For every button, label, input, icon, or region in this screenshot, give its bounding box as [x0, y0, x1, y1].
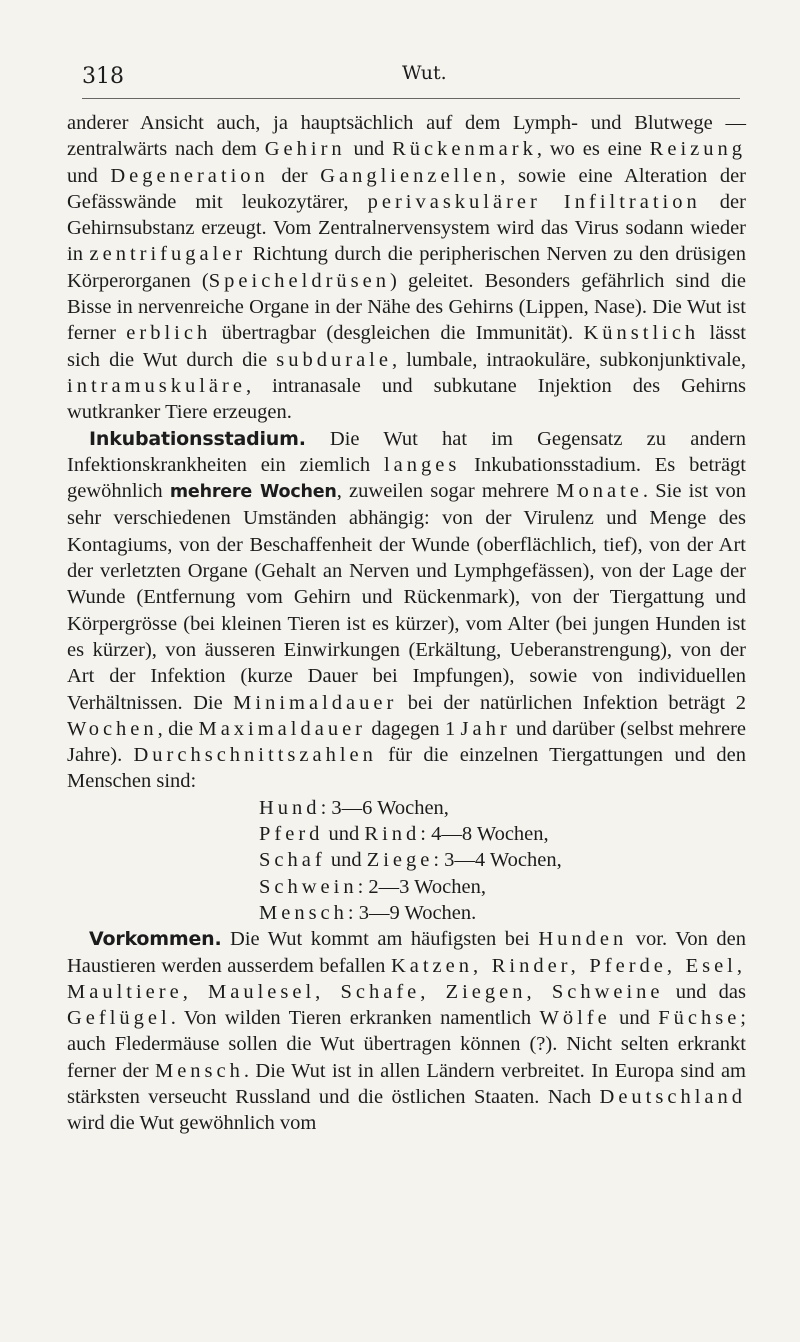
page-header [82, 64, 742, 96]
paragraph-occurrence [67, 926, 746, 1136]
text: und [323, 823, 365, 846]
list-item [259, 795, 746, 821]
spaced-term: Künstlich [583, 322, 700, 345]
spaced-term: langes [383, 453, 461, 476]
header-rule [82, 98, 740, 99]
text: anderer Ansicht auch, ja hauptsächlich auf dem Lymph- und Blutwege — zentralwärts nach dem [67, 112, 746, 161]
spaced-term: Wochen [67, 717, 158, 740]
paragraph-incubation [67, 426, 746, 795]
spaced-term: Monate [556, 480, 643, 503]
animal-name: Mensch [259, 901, 348, 924]
text: der Gehirnsubstanz erzeugt. Vom Zentralnervensystem wird das Virus sodann wieder in [67, 190, 746, 266]
spaced-term: Füchse [658, 1007, 741, 1030]
text: Inkubationsstadium. Es beträgt gewöhnlich [67, 453, 747, 503]
text: für die einzelnen Tiergattungen und den Menschen sind: [67, 744, 746, 793]
animal-name: Hund [259, 796, 321, 819]
text: der [268, 164, 321, 187]
duration: : 3—6 Wochen, [320, 796, 449, 819]
spaced-term: Minimaldauer [233, 691, 398, 714]
spaced-term: subdurale [276, 348, 392, 371]
list-item [259, 874, 746, 900]
text: ) geleitet. Besonders gefährlich sind die Bisse in nervenreiche Organe in der Nähe des Gehirns (Lippen, Nase). Die Wut ist ferner [67, 269, 746, 345]
incubation-list [67, 795, 746, 926]
animal-name: Schwein [259, 875, 358, 898]
body-text [67, 110, 746, 1137]
text: lässt sich die Wut durch die [67, 322, 746, 371]
text: und [610, 1007, 659, 1030]
spaced-term: Deutschland [599, 1085, 746, 1108]
text: ; auch Fledermäuse sollen die Wut übertragen können (?). Nicht selten erkrankt ferner der [67, 1007, 746, 1082]
spaced-term: perivaskulärer Infiltration [367, 190, 701, 213]
animal-name: Pferd [259, 823, 324, 846]
animal-name: Rind [364, 823, 421, 846]
spaced-term: Maximaldauer [198, 717, 367, 740]
list-item [259, 847, 746, 873]
text: , die [157, 717, 199, 740]
text: , wo es eine [536, 138, 650, 161]
list-item [259, 821, 746, 847]
spaced-term: Reizung [649, 138, 746, 161]
spaced-term: Durchschnittszahlen [133, 744, 377, 767]
duration: : 2—3 Wochen, [357, 875, 486, 898]
duration: : 3—4 Wochen, [433, 849, 562, 872]
spaced-term: Degeneration [110, 164, 269, 187]
spaced-term: Geflügel [67, 1007, 171, 1030]
text: übertragbar (desgleichen die Immunität). [211, 322, 584, 345]
spaced-term: Mensch [154, 1059, 244, 1082]
text: dagegen 1 [366, 717, 461, 740]
text: , lumbale, intraokuläre, subkonjunktivale, [391, 348, 746, 371]
text: und das [663, 980, 747, 1003]
text: . Die Wut ist in allen Ländern verbreitet. In Europa sind am stärksten verseucht Russland und die östlichen Staaten. Nach [67, 1059, 746, 1108]
spaced-term: Katzen, Rinder, Pferde, Esel, Maultiere, Maulesel, Schafe, Ziegen, Schweine [67, 954, 746, 1003]
text: Die Wut kommt am häufigsten bei [221, 928, 539, 951]
text: und [345, 138, 393, 161]
section-heading: Vorkommen. [89, 928, 222, 951]
text: bei der natürlichen Infektion beträgt 2 [397, 691, 746, 714]
spaced-term: Speicheldrüsen [208, 269, 390, 292]
duration: : 4—8 Wochen, [420, 823, 549, 846]
list-item [259, 900, 746, 926]
text: , sowie eine Alteration der Gefässwände mit leukozytärer, [67, 164, 746, 213]
spaced-term: intramuskuläre [67, 374, 246, 397]
spaced-term: Ganglienzellen [320, 164, 501, 187]
spaced-term: Hunden [538, 928, 628, 951]
text: . Sie ist von sehr verschiedenen Umständen abhängig: von der Virulenz und Menge des Kontagiums, von der Beschaffenheit der Wunde (oberflächlich, tief), von der Art der verletzten Organe (Gehalt an Nerven und Lymphgefässen), von der Lage der Wunde (Entfernung vom Gehirn und Rückenmark), von der Tiergattung und Körpergrösse (bei kleinen Tieren ist es kürzer), vom Alter (bei jungen Hunden ist es kürzer), von äusseren Einwirkungen (Erkältung, Ueberanstrengung), von der Art der Infektion (kurze Dauer bei Impfungen), sowie von individuellen Verhältnissen. Die [67, 480, 746, 714]
text: Richtung durch die peripherischen Nerven zu den drüsigen Körperorganen ( [67, 243, 746, 292]
spaced-term: erblich [126, 322, 212, 345]
duration: : 3—9 Wochen. [347, 901, 477, 924]
spaced-term: Wölfe [539, 1007, 611, 1030]
text: wird die Wut gewöhnlich vom [67, 1112, 317, 1135]
section-heading: Inkubationsstadium. [89, 427, 306, 450]
text: und darüber (selbst mehrere Jahre). [67, 717, 746, 767]
text: , zuweilen sogar mehrere [336, 480, 557, 503]
bold-term: mehrere Wochen [169, 482, 337, 503]
text: vor. Von den Haustieren werden ausserdem befallen [67, 928, 746, 977]
text: und [67, 164, 111, 187]
text: Die Wut hat im Gegensatz zu andern Infektionskrankheiten ein ziemlich [67, 427, 746, 476]
animal-name: Schaf [259, 849, 326, 872]
spaced-term: Rückenmark [392, 138, 537, 161]
paragraph-transmission [67, 110, 746, 426]
spaced-term: Jahr [460, 717, 511, 740]
text: . Von wilden Tieren erkranken namentlich [170, 1007, 540, 1030]
spaced-term: Gehirn [264, 138, 346, 161]
page-number: 318 [82, 64, 124, 89]
animal-name: Ziege [366, 849, 434, 872]
running-title: Wut. [402, 62, 447, 84]
text: und [325, 849, 367, 872]
spaced-term: zentrifugaler [89, 243, 247, 266]
text: , intranasale und subkutane Injektion des Gehirns wutkranker Tiere erzeugen. [67, 374, 746, 424]
